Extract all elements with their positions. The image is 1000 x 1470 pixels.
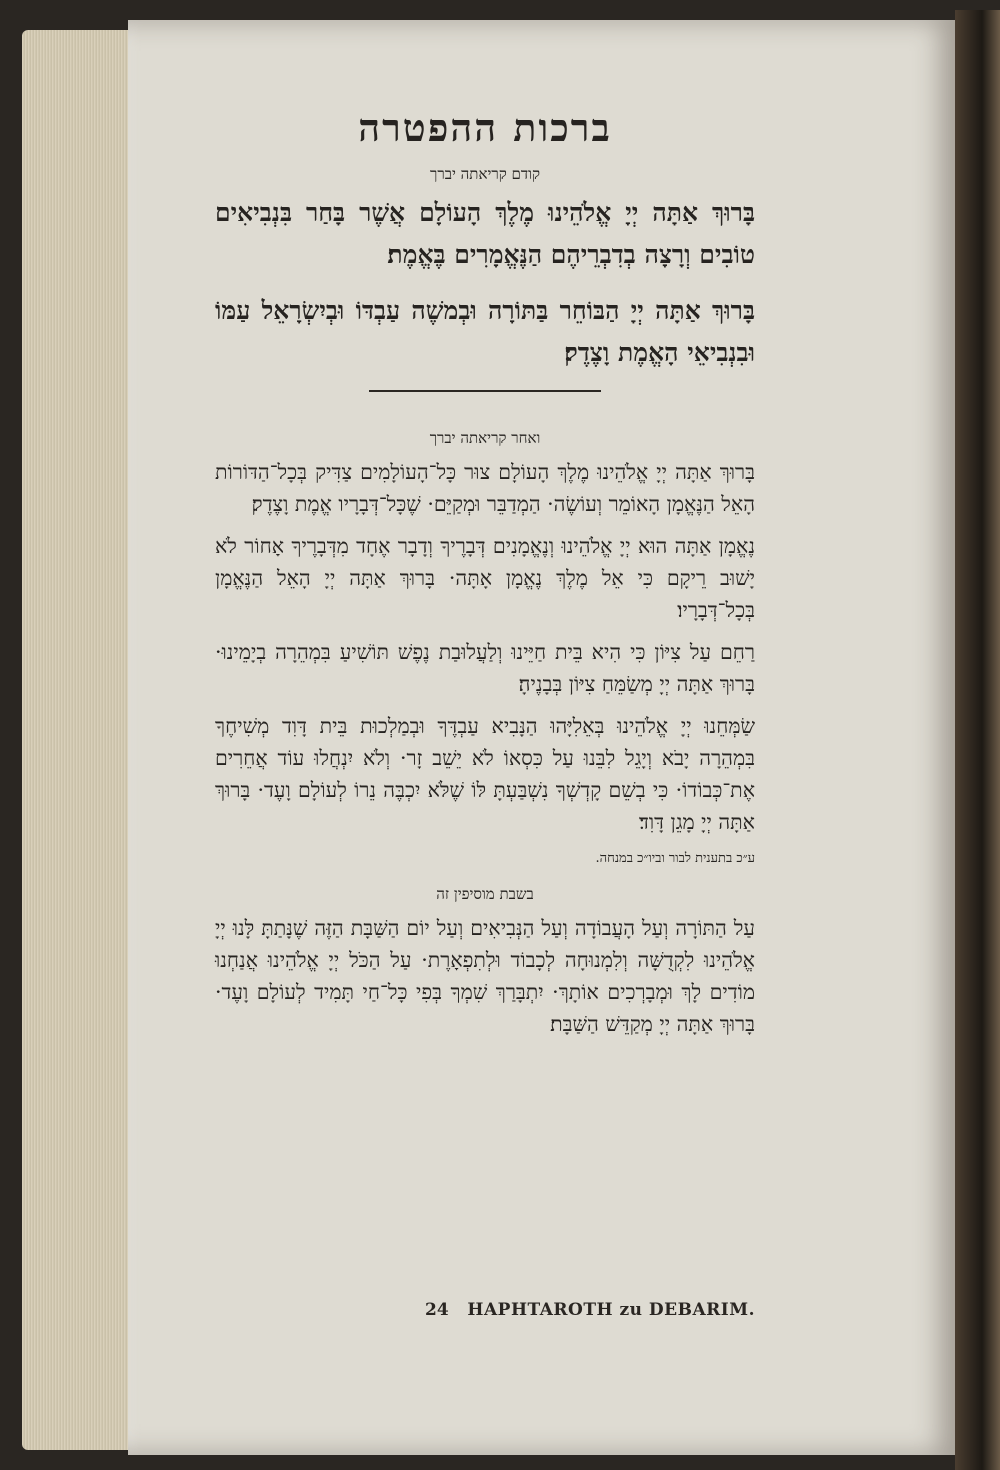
shabbat-blessing: עַל הַתּוֹרָה וְעַל הָעֲבוֹדָה וְעַל הַנְּבִיאִים וְעַל יוֹם הַשַּׁבָּת הַזֶּה שֶׁנָּתַתָּ לָּנוּ יְיָ אֱלֹהֵינוּ לִקְדֻשָּׁה וְלִמְנוּחָה לְכָבוֹד וּלְתִפְאָרֶת· עַל הַכֹּל יְיָ אֱלֹהֵינוּ אֲנַחְנוּ מוֹדִים לָךְ וּמְבָרְכִים אוֹתָךְ· יִתְבָּרַךְ שִׁמְךָ בְּפִי כָּל־חַי תָּמִיד לְעוֹלָם וָעֶד· בָּרוּךְ אַתָּה יְיָ מְקַדֵּשׁ הַשַּׁבָּת׃ <box>215 916 755 1036</box>
after-reading-heading: ואחר קריאתה יברך <box>429 429 541 447</box>
after-blessing-1: בָּרוּךְ אַתָּה יְיָ אֱלֹהֵינוּ מֶלֶךְ הָעוֹלָם צוּר כָּל־הָעוֹלָמִים צַדִּיק בְּכָל־הַדּוֹרוֹת הָאֵל הַנֶּאֱמָן הָאוֹמֵר וְעוֹשֶׂה· הַמְדַבֵּר וּמְקַיֵּם· שֶׁכָּל־דְּבָרָיו אֱמֶת וָצֶדֶק׃ <box>215 460 755 516</box>
blessing-before-2: בָּרוּךְ אַתָּה יְיָ הַבּוֹחֵר בַּתּוֹרָה וּבְמשֶׁה עַבְדּוֹ וּבְיִשְׂרָאֵל עַמּוֹ וּבִנְבִיאֵי הָאֱמֶת וָצֶדֶק׃ <box>215 296 755 367</box>
page-content <box>215 100 755 1050</box>
divider-rule <box>369 390 601 392</box>
fast-day-note: ע״כ בתענית לבור וביו״כ במנחה. <box>595 851 755 866</box>
page-footer <box>215 1300 755 1330</box>
after-blessing-2: נֶאֱמָן אַתָּה הוּא יְיָ אֱלֹהֵינוּ וְנֶאֱמָנִים דְּבָרֶיךָ וְדָבָר אֶחָד מִדְּבָרֶיךָ אָחוֹר לֹא יָשׁוּב רֵיקָם כִּי אֵל מֶלֶךְ נֶאֱמָן אָתָּה· בָּרוּךְ אַתָּה יְיָ הָאֵל הַנֶּאֱמָן בְּכָל־דְּבָרָיו׃ <box>215 534 755 622</box>
after-blessing-4: שַׂמְּחֵנוּ יְיָ אֱלֹהֵינוּ בְּאֵלִיָּהוּ הַנָּבִיא עַבְדֶּךָ וּבְמַלְכוּת בֵּית דָּוִד מְשִׁיחֶךָ בִּמְהֵרָה יָבֹא וְיָגֵל לִבֵּנוּ עַל כִּסְאוֹ לֹא יֵשֵׁב זָר· וְלֹא יִנְחֲלוּ עוֹד אֲחֵרִים אֶת־כְּבוֹדוֹ· כִּי בְשֵׁם קָדְשְׁךָ נִשְׁבַּעְתָּ לּוֹ שֶׁלֹּא יִכְבֶּה נֵרוֹ לְעוֹלָם וָעֶד· בָּרוּךְ אַתָּה יְיָ מָגֵן דָּוִד׃ <box>215 714 755 834</box>
book-gutter <box>955 10 1000 1470</box>
blessing-before-1: בָּרוּךְ אַתָּה יְיָ אֱלֹהֵינוּ מֶלֶךְ הָעוֹלָם אֲשֶׁר בָּחַר בִּנְבִיאִים טוֹבִים וְרָצָה בְדִבְרֵיהֶם הַנֶּאֱמָרִים בֶּאֱמֶת׃ <box>215 198 755 269</box>
before-reading-heading: קודם קריאתה יברך <box>430 165 540 183</box>
page-number: 24 <box>425 1300 449 1320</box>
after-blessing-3: רַחֵם עַל צִיּוֹן כִּי הִיא בֵּית חַיֵּינוּ וְלַעֲלוּבַת נֶפֶשׁ תּוֹשִׁיעַ בִּמְהֵרָה בְיָמֵינוּ· בָּרוּךְ אַתָּה יְיָ מְשַׂמֵּחַ צִיּוֹן בְּבָנֶיהָ׃ <box>215 640 755 696</box>
page-title: ברכות ההפטרה <box>358 105 612 150</box>
shabbat-heading: בשבת מוסיפין זה <box>436 885 534 903</box>
running-title: HAPHTAROTH zu DEBARIM. <box>467 1300 755 1320</box>
page-edges <box>22 30 132 1450</box>
